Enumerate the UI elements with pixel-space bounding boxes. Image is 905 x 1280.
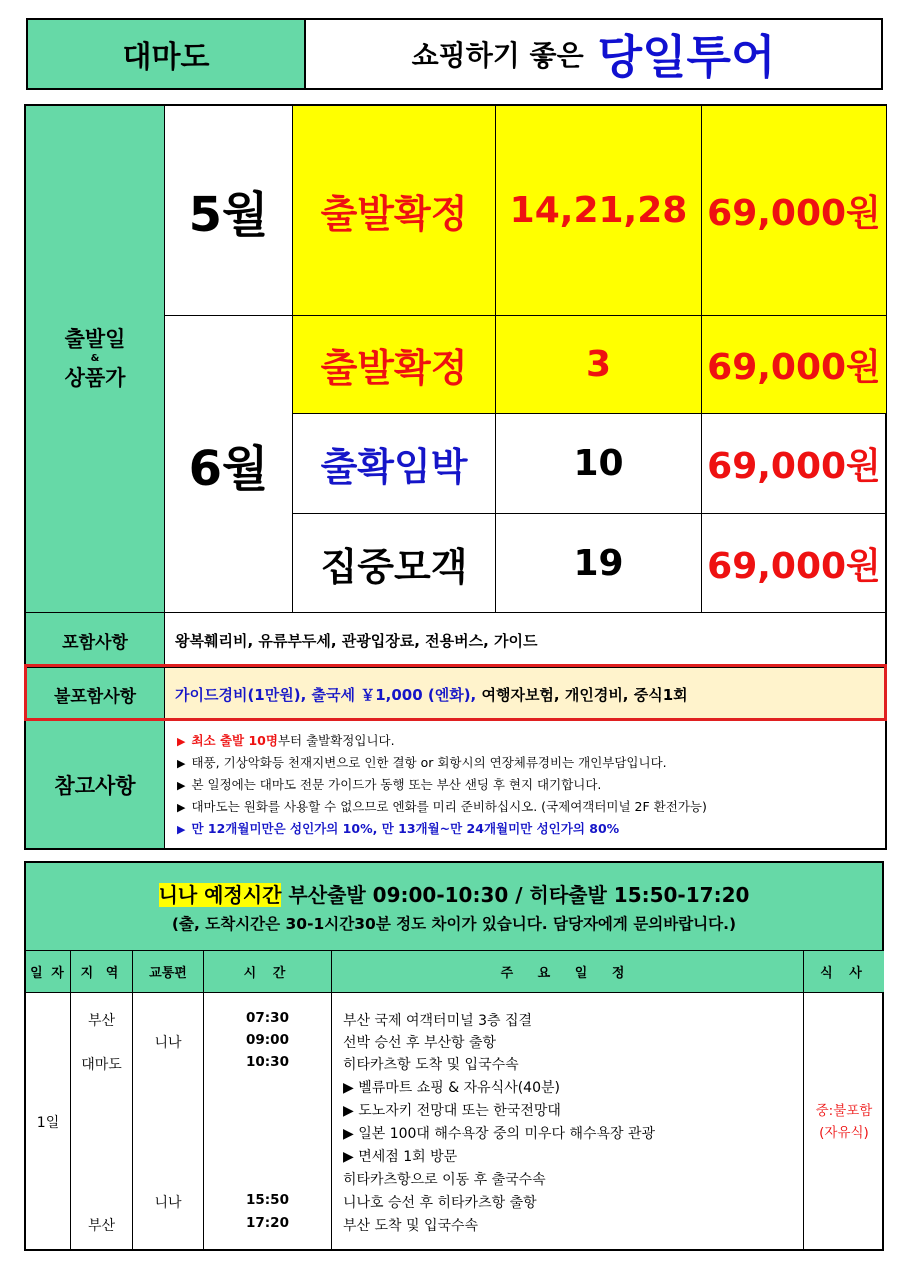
col-header-itinerary: 주 요 일 정	[332, 951, 804, 993]
region-column	[71, 993, 133, 1251]
itinerary-item: 부산 국제 여객터미널 3층 집결	[343, 1013, 532, 1029]
day-cell: 1일	[26, 993, 71, 1251]
bullet-icon: ▶	[177, 778, 186, 792]
col-header-transport: 교통편	[133, 951, 204, 993]
region: 대마도	[81, 1057, 122, 1073]
itinerary-item: 니나호 승선 후 히타카츠항 출항	[343, 1195, 537, 1211]
departure-price-label	[26, 106, 165, 613]
schedule-header	[26, 863, 882, 951]
note-item	[177, 774, 601, 796]
slogan-highlight: 당일투어	[597, 30, 776, 84]
bullet-icon: ▶	[177, 822, 186, 836]
note-text: 본 일정에는 대마도 전문 가이드가 동행 또는 부산 샌딩 후 현지 대기합니다.	[191, 776, 602, 792]
slogan-prefix: 쇼핑하기 좋은	[411, 39, 584, 72]
note-text: 태풍, 기상악화등 천재지변으로 인한 결항 or 회항시의 연장체류경비는 개인부담입니다.	[191, 754, 667, 770]
dates-cell: 10	[496, 414, 702, 514]
schedule-table	[24, 861, 884, 1251]
price-cell: 69,000원	[702, 414, 887, 514]
bullet-icon: ▶	[177, 756, 186, 770]
col-header-region: 지 역	[71, 951, 133, 993]
status-cell: 출발확정	[293, 106, 496, 316]
status-cell: 출확임박	[293, 414, 496, 514]
excluded-text	[165, 668, 887, 721]
month-may: 5월	[165, 106, 293, 316]
note-item	[177, 796, 707, 818]
dates-cell: 14,21,28	[496, 106, 702, 316]
note-emphasis: 최소 출발 10명	[191, 732, 278, 748]
note-text: 만 12개월미만은 성인가의 10%, 만 13개월~만 24개월미만 성인가의 80%	[191, 820, 620, 836]
time: 07:30	[246, 1010, 289, 1026]
ship-label: 니나 예정시간	[158, 883, 282, 907]
note-item	[177, 752, 667, 774]
title-banner	[26, 18, 883, 90]
transport: 니나	[154, 1195, 182, 1211]
itinerary-item: 부산 도착 및 입국수속	[343, 1218, 479, 1234]
col-header-meal: 식 사	[804, 951, 884, 993]
label-line2: 상품가	[64, 366, 126, 390]
excluded-label: 불포함사항	[26, 668, 165, 721]
dates-cell: 3	[496, 316, 702, 414]
region: 부산	[87, 1218, 116, 1234]
price-cell: 69,000원	[702, 106, 887, 316]
notes-label: 참고사항	[26, 721, 165, 848]
bullet-icon: ▶	[177, 734, 186, 748]
ferry-times-text: 부산출발 09:00-10:30 / 히타출발 15:50-17:20	[281, 883, 750, 907]
region: 부산	[87, 1013, 116, 1029]
meal-line2: (자유식)	[819, 1125, 869, 1141]
time-note: (출, 도착시간은 30-1시간30분 정도 차이가 있습니다. 담당자에게 문의바랍니다.)	[171, 915, 737, 933]
note-text: 대마도는 원화를 사용할 수 없으므로 엔화를 미리 준비하십시오. (국제여객터미널 2F 환전가능)	[191, 798, 707, 814]
meal-line1: 중:불포함	[815, 1103, 873, 1119]
bullet-icon: ▶	[177, 800, 186, 814]
status-cell: 출발확정	[293, 316, 496, 414]
meal-cell	[804, 993, 884, 1251]
price-cell: 69,000원	[702, 316, 887, 414]
label-line1: 출발일	[64, 326, 126, 351]
price-cell: 69,000원	[702, 514, 887, 613]
time: 10:30	[246, 1054, 289, 1070]
month-june: 6월	[165, 316, 293, 613]
included-label: 포함사항	[26, 613, 165, 668]
col-header-day: 일 자	[26, 951, 71, 993]
included-text: 왕복훼리비, 유류부두세, 관광입장료, 전용버스, 가이드	[165, 613, 887, 668]
destination-title: 대마도	[28, 20, 306, 88]
label-amp: &	[90, 353, 100, 364]
col-header-time: 시 간	[204, 951, 332, 993]
transport: 니나	[154, 1035, 182, 1051]
note-item	[177, 818, 619, 840]
dates-cell: 19	[496, 514, 702, 613]
excluded-text-blue: 가이드경비(1만원), 출국세 ￥1,000 (엔화),	[175, 685, 477, 704]
slogan	[306, 20, 881, 88]
itinerary-item: 선박 승선 후 부산항 출항	[343, 1035, 497, 1051]
itinerary-item: ▶ 도노자키 전망대 또는 한국전망대	[343, 1103, 561, 1119]
time: 17:20	[246, 1215, 289, 1231]
itinerary-item: ▶ 일본 100대 해수욕장 중의 미우다 해수욕장 관광	[343, 1126, 656, 1142]
time-column	[204, 993, 332, 1251]
time: 15:50	[246, 1192, 289, 1208]
product-table	[24, 104, 887, 850]
itinerary-item: 히타카츠항 도착 및 입국수속	[343, 1057, 519, 1073]
transport-column	[133, 993, 204, 1251]
note-item	[177, 730, 395, 752]
note-text: 부터 출발확정입니다.	[277, 732, 395, 748]
excluded-text-black: 여행자보험, 개인경비, 중식1회	[476, 685, 688, 704]
itinerary-item: 히타카츠항으로 이동 후 출국수속	[343, 1172, 546, 1188]
itinerary-item: ▶ 벨류마트 쇼핑 & 자유식사(40분)	[343, 1080, 560, 1096]
status-cell: 집중모객	[293, 514, 496, 613]
ferry-times	[159, 879, 750, 908]
time: 09:00	[246, 1032, 289, 1048]
notes-list	[165, 721, 887, 848]
itinerary-column	[332, 993, 804, 1251]
itinerary-item: ▶ 면세점 1회 방문	[343, 1149, 458, 1165]
